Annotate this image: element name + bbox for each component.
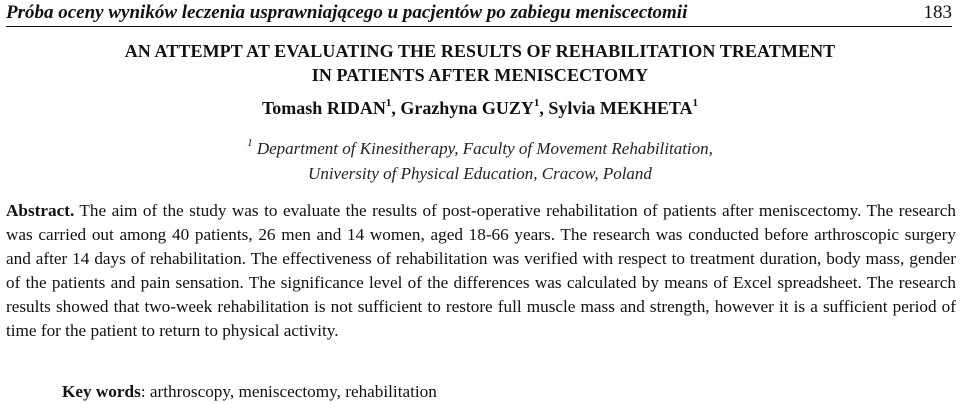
author-affiliation-mark: 1 [385,97,392,109]
article-title-line-2: IN PATIENTS AFTER MENISCECTOMY [311,65,649,85]
author-separator: , [539,98,549,118]
abstract-label: Abstract. [6,201,75,220]
article-title-line-1: AN ATTEMPT AT EVALUATING THE RESULTS OF REHABILITATION TREATMENT [124,41,836,61]
abstract-text: The aim of the study was to evaluate the results of post-operative rehabilitation of patients after meniscectomy. The research was carried out among 40 patients, 26 men and 14 women, aged 18-66 years. The research was conducted before arthroscopic surgery and after 14 days of rehabilitation. The effectiveness of rehabilitation was verified with respect to treatment duration, body mass, gender of the patients and pain sensation. The significance level of the differences was calculated by means of Excel spreadsheet. The research results showed that two-week rehabilitation is not sufficient to restore full muscle mass and strength, however it is a sufficient period of time for the patient to return to physical activity. [6,201,956,340]
author-name: Grazhyna GUZY [400,98,534,118]
affiliation-department: Department of Kinesitherapy, Faculty of Movement Rehabilitation, [252,139,713,158]
article-title [0,39,960,87]
running-title: Próba oceny wyników leczenia usprawniającego u pacjentów po zabiegu meniscectomii [6,2,688,23]
author-affiliation-mark: 1 [533,97,540,109]
affiliation-line-1 [0,136,960,161]
keywords-text: : arthroscopy, meniscectomy, rehabilitation [140,382,437,401]
abstract-paragraph [6,199,956,343]
affiliation-line-2: University of Physical Education, Cracow, Poland [308,164,652,183]
running-header [6,2,952,27]
page-number: 183 [923,2,952,23]
author-name: Tomash RIDAN [261,98,386,118]
affiliation [0,136,960,186]
author-list [0,96,960,120]
affiliation-mark: 1 [247,137,253,150]
keywords [62,380,437,404]
author-name: Sylvia MEKHETA [548,98,693,118]
author-separator: , [391,98,401,118]
author-affiliation-mark: 1 [692,97,699,109]
keywords-label: Key words [62,382,141,401]
